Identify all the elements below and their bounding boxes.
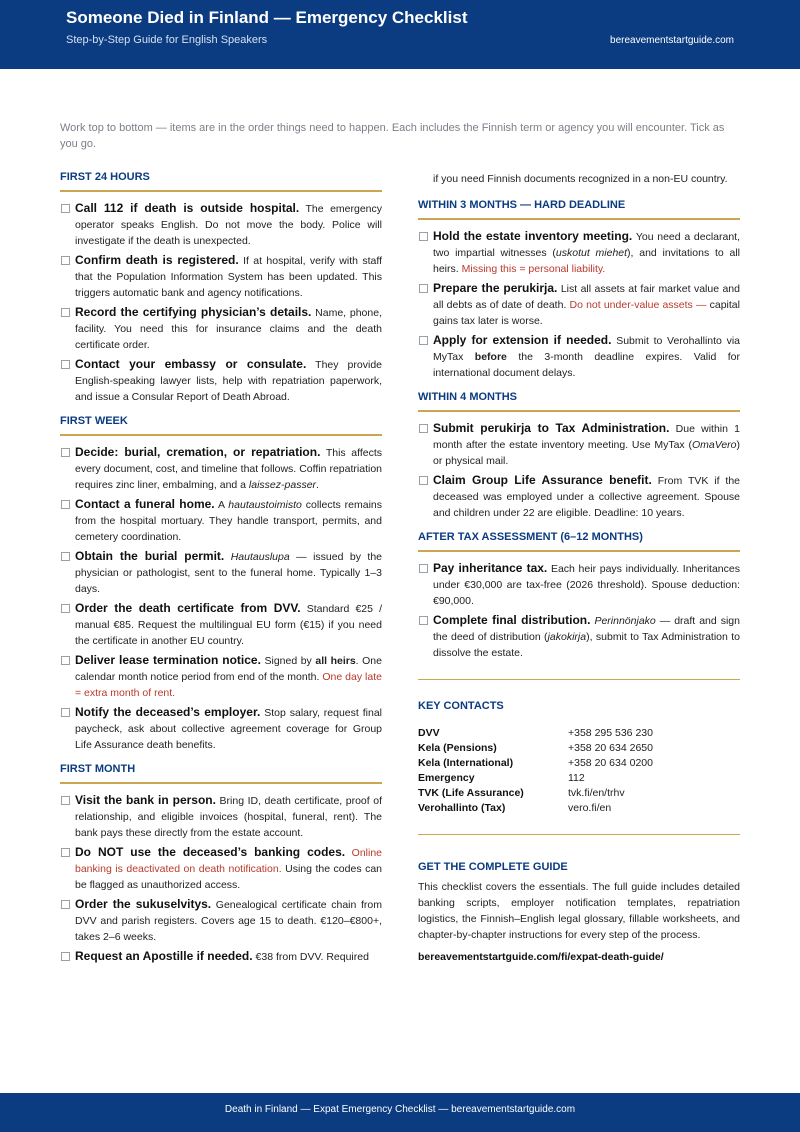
item-text: You need a declarant, two impartial witnesses ( xyxy=(433,231,741,259)
item-warning: One day late = extra month of rent. xyxy=(75,671,382,699)
checkbox-icon[interactable] xyxy=(419,284,428,293)
checklist-item[interactable] xyxy=(60,896,382,945)
item-term: laissez-passer xyxy=(248,479,317,491)
item-heading: Apply for extension if needed. xyxy=(433,333,612,347)
item-text-pre: Submit to Verohallinto via MyTax xyxy=(433,335,741,363)
checklist-item[interactable] xyxy=(60,444,382,493)
checkbox-icon[interactable] xyxy=(61,848,70,857)
item-term-2: jakokirja xyxy=(547,631,587,643)
guide-description: This checklist covers the essentials. The full guide includes detailed banking scripts, employer notification templates, repatriation logistics, the Finnish–English legal glossary, fillable worksheets, and chapter-by-chapter instructions for every step of the process. xyxy=(418,881,740,941)
contact-value[interactable]: 112 xyxy=(568,772,585,784)
checklist-item[interactable] xyxy=(60,792,382,841)
contact-value[interactable]: +358 20 634 0200 xyxy=(568,757,653,769)
item-text: The emergency operator speaks English. Do not move the body. Police will investigate if the death is unexpected. xyxy=(75,203,383,247)
item-text: Bring ID, death certificate, proof of relationship, and eligible invoices (hospital, funeral, rent). The bank pays these directly from the estate account. xyxy=(75,795,382,839)
item-term: OmaVero xyxy=(691,439,737,451)
item-heading: Decide: burial, cremation, or repatriation. xyxy=(75,445,321,459)
item-term: Perinnönjako xyxy=(594,615,656,627)
checklist-item[interactable] xyxy=(60,652,382,701)
checkbox-icon[interactable] xyxy=(419,336,428,345)
checkbox-icon[interactable] xyxy=(419,232,428,241)
section-title-first-week: FIRST WEEK xyxy=(60,415,382,436)
checklist-item[interactable] xyxy=(418,560,740,609)
checkbox-icon[interactable] xyxy=(419,424,428,433)
checklist-item[interactable] xyxy=(60,304,382,353)
checklist-item[interactable] xyxy=(60,704,382,753)
item-heading: Contact a funeral home. xyxy=(75,497,215,511)
checkbox-icon[interactable] xyxy=(61,360,70,369)
checklist-item[interactable] xyxy=(60,252,382,301)
item-heading: Claim Group Life Assurance benefit. xyxy=(433,473,652,487)
contact-value[interactable]: +358 295 536 230 xyxy=(568,727,653,739)
item-heading: Prepare the perukirja. xyxy=(433,281,558,295)
item-heading: Contact your embassy or consulate. xyxy=(75,357,307,371)
checklist-item[interactable] xyxy=(418,332,740,381)
checklist-item[interactable] xyxy=(60,548,382,597)
section-title-within-4-months: WITHIN 4 MONTHS xyxy=(418,391,740,412)
checklist-item[interactable] xyxy=(60,948,382,965)
checklist-item[interactable] xyxy=(60,496,382,545)
item-text: the 3-month deadline expires. Valid for international document delays. xyxy=(433,351,740,379)
contacts-table xyxy=(418,726,740,816)
checklist-after-tax-assessment xyxy=(418,560,740,661)
item-text: collects remains from the hospital mortuary. They handle transport, permits, and cemetery coordination. xyxy=(75,499,382,543)
item-text: List all assets at fair market value and all debts as of date of death. xyxy=(433,283,740,311)
item-text: This affects every document, cost, and timeline that follows. Coffin repatriation requires zinc liner, embalming, and a xyxy=(75,447,382,491)
item-heading: Request an Apostille if needed. xyxy=(75,949,253,963)
checkbox-icon[interactable] xyxy=(419,616,428,625)
contact-name: Emergency xyxy=(418,772,475,784)
header-site-link[interactable]: bereavementstartguide.com xyxy=(610,35,734,46)
item-term: hautaustoimisto xyxy=(228,499,302,511)
item-text: If at hospital, verify with staff that the Population Information System has been updated. This triggers automatic bank and agency notifications. xyxy=(75,255,382,299)
item-heading: Do NOT use the deceased’s banking codes. xyxy=(75,845,346,859)
contact-name: TVK (Life Assurance) xyxy=(418,787,524,799)
contact-row xyxy=(418,801,740,816)
contact-row xyxy=(418,726,740,741)
item-text-tail: ), submit to Tax Administration to dissolve the estate. xyxy=(433,631,740,659)
item-heading: Pay inheritance tax. xyxy=(433,561,548,575)
page-title: Someone Died in Finland — Emergency Checklist xyxy=(66,8,468,27)
page-header xyxy=(0,0,800,69)
checklist-item[interactable] xyxy=(60,600,382,649)
checklist-within-3-months xyxy=(418,228,740,381)
checklist-first-month xyxy=(60,792,382,965)
checklist-item[interactable] xyxy=(60,356,382,405)
contact-value[interactable]: +358 20 634 2650 xyxy=(568,742,653,754)
section-title-first-24-hours: FIRST 24 HOURS xyxy=(60,171,382,192)
checklist-item[interactable] xyxy=(60,200,382,249)
checkbox-icon[interactable] xyxy=(61,552,70,561)
item-emphasis: all heirs xyxy=(315,655,356,667)
contact-row xyxy=(418,756,740,771)
item-text: Standard €25 / manual €85. Request the multilingual EU form (€15) if you need the certificate in another EU country. xyxy=(75,603,383,647)
section-title-key-contacts: KEY CONTACTS xyxy=(418,700,504,712)
contact-value[interactable]: vero.fi/en xyxy=(568,802,612,814)
page-subtitle: Step-by-Step Guide for English Speakers xyxy=(66,34,268,46)
item-text: Genealogical certificate chain from DVV and parish registers. Covers age 15 to death. €120–€800+, takes 2–6 weeks. xyxy=(75,899,382,943)
item-heading: Deliver lease termination notice. xyxy=(75,653,261,667)
item-heading: Order the death certificate from DVV. xyxy=(75,601,301,615)
item-text: They provide English-speaking lawyer lists, help with repatriation paperwork, and issue a Consular Report of Death Abroad. xyxy=(75,359,382,403)
intro-text: Work top to bottom — items are in the order things need to happen. Each includes the Finnish term or agency you will encounter. Tick as you go. xyxy=(60,122,725,150)
item-heading: Hold the estate inventory meeting. xyxy=(433,229,633,243)
item-text-pre: Signed by xyxy=(264,655,316,667)
page-footer xyxy=(0,1093,800,1132)
contact-value[interactable]: tvk.fi/en/trhv xyxy=(568,787,625,799)
checklist-item[interactable] xyxy=(60,844,382,893)
checkbox-icon[interactable] xyxy=(61,448,70,457)
item-text: €38 from DVV. Required xyxy=(255,951,369,963)
guide-link[interactable]: bereavementstartguide.com/fi/expat-death-guide/ xyxy=(418,951,664,963)
item-text-tail: ) or physical mail. xyxy=(433,439,740,467)
section-title-within-3-months: WITHIN 3 MONTHS — HARD DEADLINE xyxy=(418,199,740,220)
contact-name: Verohallinto (Tax) xyxy=(418,802,506,814)
item-heading: Complete final distribution. xyxy=(433,613,591,627)
section-divider xyxy=(418,679,740,680)
item-text: Due within 1 month after the estate inventory meeting. Use MyTax ( xyxy=(433,423,741,451)
contact-row xyxy=(418,771,740,786)
item-heading: Record the certifying physician’s details. xyxy=(75,305,312,319)
item-text: Using the codes can be flagged as unauthorized access. xyxy=(75,863,382,891)
checklist-item[interactable] xyxy=(418,612,740,661)
item-heading: Notify the deceased’s employer. xyxy=(75,705,261,719)
checkbox-icon[interactable] xyxy=(61,256,70,265)
item-text: Name, phone, facility. You need this for insurance claims and the death certificate order. xyxy=(75,307,382,351)
item-term: Hautauslupa xyxy=(230,551,290,563)
contact-row xyxy=(418,786,740,801)
item-term: uskotut miehet xyxy=(555,247,628,259)
item-text: — draft and sign the deed of distribution ( xyxy=(433,615,740,643)
item-continuation: if you need Finnish documents recognized in a non-EU country. xyxy=(433,173,728,185)
item-text-tail: ), and invitations to all heirs. xyxy=(433,247,740,275)
checkbox-icon[interactable] xyxy=(419,564,428,573)
checkbox-icon[interactable] xyxy=(61,308,70,317)
checklist-within-4-months xyxy=(418,420,740,521)
item-heading: Confirm death is registered. xyxy=(75,253,239,267)
item-text-pre: A xyxy=(217,499,229,511)
section-title-after-tax-assessment: AFTER TAX ASSESSMENT (6–12 MONTHS) xyxy=(418,531,740,552)
checkbox-icon[interactable] xyxy=(419,476,428,485)
checklist-item[interactable] xyxy=(418,472,740,521)
checkbox-icon[interactable] xyxy=(61,204,70,213)
item-emphasis: before xyxy=(474,351,507,363)
checklist-item[interactable] xyxy=(418,420,740,469)
checkbox-icon[interactable] xyxy=(61,900,70,909)
checkbox-icon[interactable] xyxy=(61,604,70,613)
checklist-first-24-hours xyxy=(60,200,382,405)
item-text: Each heir pays individually. Inheritances under €30,000 are tax-free (2026 threshold). Spouse deduction: €90,000. xyxy=(433,563,740,607)
item-warning: Online banking is deactivated on death notification. xyxy=(75,847,383,875)
left-column xyxy=(60,171,382,975)
item-text-tail: . xyxy=(316,479,319,491)
item-text-tail: capital gains tax later is worse. xyxy=(433,299,740,327)
checkbox-icon[interactable] xyxy=(61,656,70,665)
checklist-first-week xyxy=(60,444,382,753)
item-heading: Obtain the burial permit. xyxy=(75,549,225,563)
checkbox-icon[interactable] xyxy=(61,796,70,805)
item-text: Stop salary, request final paycheck, ask about collective agreement coverage for Group Life Assurance death benefits. xyxy=(75,707,382,751)
section-divider xyxy=(418,834,740,835)
item-heading: Call 112 if death is outside hospital. xyxy=(75,201,300,215)
section-title-first-month: FIRST MONTH xyxy=(60,763,382,784)
checkbox-icon[interactable] xyxy=(61,708,70,717)
item-text: From TVK if the deceased was employed under a collective agreement. Spouse and children under 22 are eligible. Deadline: 10 years. xyxy=(433,475,741,519)
footer-text: Death in Finland — Expat Emergency Checklist — bereavementstartguide.com xyxy=(224,1104,576,1115)
item-text: . One calendar month notice period from end of the month. xyxy=(75,655,382,683)
checklist-item[interactable] xyxy=(418,280,740,329)
contact-name: Kela (Pensions) xyxy=(418,742,497,754)
item-warning: Missing this = personal liability. xyxy=(461,263,606,275)
checklist-item[interactable] xyxy=(418,228,740,277)
contact-name: Kela (International) xyxy=(418,757,514,769)
checkbox-icon[interactable] xyxy=(61,500,70,509)
checkbox-icon[interactable] xyxy=(61,952,70,961)
item-text: — issued by the physician or pathologist, sent to the funeral home. Typically 1–3 days. xyxy=(75,551,382,595)
item-heading: Submit perukirja to Tax Administration. xyxy=(433,421,670,435)
section-title-get-guide: GET THE COMPLETE GUIDE xyxy=(418,861,568,873)
item-warning: Do not under-value assets — xyxy=(569,299,707,311)
item-heading: Visit the bank in person. xyxy=(75,793,216,807)
contact-row xyxy=(418,741,740,756)
item-heading: Order the sukuselvitys. xyxy=(75,897,212,911)
contact-name: DVV xyxy=(418,727,440,739)
right-column xyxy=(418,171,740,963)
